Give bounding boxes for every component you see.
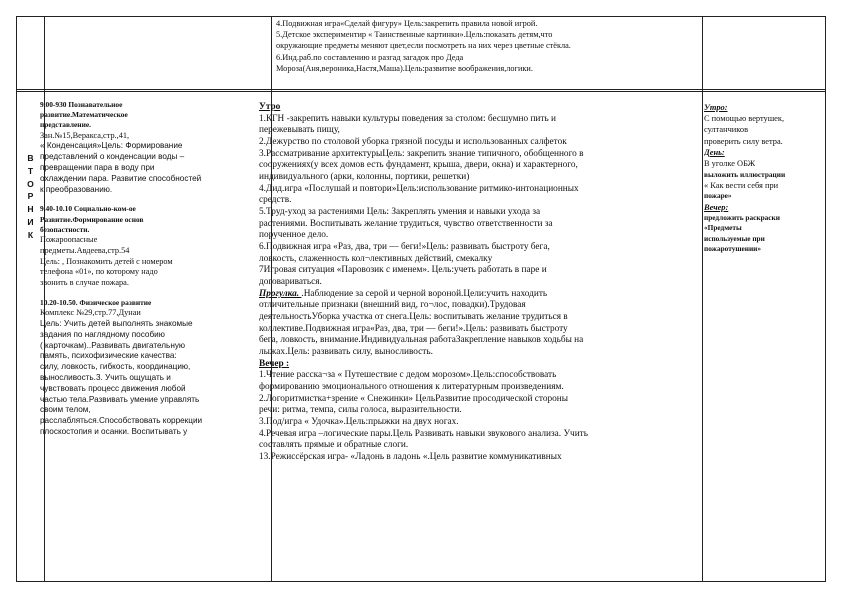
activity-line: телефона «01», по которому надо (40, 267, 158, 277)
day-letter: Р (27, 191, 34, 202)
top-row-line: 4.Подвижная игра«Сделай фигуру» Цель:закрепить правила новой игрой. (276, 19, 538, 28)
activity-line: звонить в случае пожара. (40, 278, 129, 288)
plan-line: порученное дело. (259, 230, 329, 241)
activities-cell (40, 100, 262, 438)
activity-line: чувствовать процесс движения любой (40, 383, 186, 393)
activity-line: ( карточкам)..Развивать двигательную (40, 340, 186, 350)
plan-line: составлять прямые и обратные слоги. (259, 440, 409, 451)
plan-line: 2.Дежурство по столовой уборка грязной посуды и использованных салфеток (259, 137, 567, 148)
plan-line: отличительные признаки (внешний вид, го¬лос, повадки).Трудовая (259, 300, 526, 311)
day-letter: И (27, 216, 34, 227)
table-bottom-border (17, 581, 825, 582)
note-line: « Как вести себя при (704, 181, 779, 191)
plan-line: договариваться. (259, 276, 322, 287)
spacer (40, 195, 262, 204)
plan-line: растениями. Воспитывать желание трудиться, чувство ответственности за (259, 218, 553, 229)
plan-line: деятельностьУборка участка от снега.Цель: воспитывать желание трудиться в (259, 311, 568, 322)
plan-line: 7Игровая ситуация «Паровозик с именем». Цель:учеть работать в паре и (259, 265, 547, 276)
day-letter: О (27, 178, 34, 189)
plan-line: 4.Речевая игра –логические пары.Цель Развивать навыки звукового анализа. Учить (259, 428, 588, 439)
plan-line: Утро (259, 102, 281, 112)
note-line: Утро: (704, 103, 728, 112)
activity-line: Комплекс №29,стр.77,Дунаи (40, 308, 141, 318)
activity-line: представление. (40, 120, 91, 130)
activity-line: Развитие.Формирование основ (40, 214, 144, 224)
note-line: султанчиков (704, 125, 749, 135)
activity-line: силу, ловкость, гибкость, координацию, (40, 362, 191, 372)
day-letter: Т (27, 165, 34, 176)
line-text: .Наблюдение за серой и черной вороной.Цели:учить находить (301, 288, 548, 299)
plan-line: 2.Логоритмистка+зрение « Снежинки» ЦельРазвитие просодической стороны (259, 393, 569, 404)
plan-line: Вечер : (259, 358, 290, 369)
day-letter: К (27, 229, 34, 240)
note-line: пожаротушении» (704, 244, 762, 254)
top-row-line: окружающие предметы меняют цвет,если посмотреть на них через цветные стёкла. (276, 41, 571, 51)
day-letter: Н (27, 204, 34, 215)
row-divider (17, 89, 825, 92)
activity-line: Цель: , Познакомить детей с номером (40, 256, 173, 266)
activity-line: частью тела.Развивать умение управлять (40, 394, 200, 404)
plan-line: индивидуального (арки, колонны, портики, решетки) (259, 172, 470, 183)
activity-line: Цель: Учить детей выполнять знакомые (40, 318, 193, 328)
plan-line: 3.Под/игра « Удочка».Цель:прыжки на двух ногах. (259, 417, 459, 427)
activity-line: 9.00-930 Познавательное (40, 100, 123, 109)
top-row-line: 6.Инд.раб.по составлению и разгад загадок про Деда (276, 52, 464, 62)
activity-line: выносливость.3. Учить ощущать и (40, 372, 171, 382)
note-line: В уголке ОБЖ (704, 159, 756, 169)
table-top-border (17, 16, 825, 17)
plan-line: 6.Подвижная игра «Раз, два, три — беги!»Цель: развивать быстроту бега, (259, 242, 550, 253)
activity-line: память, психофизические качества: (40, 351, 177, 361)
plan-line: средств. (259, 195, 292, 206)
section-label: Прогулка. (259, 288, 302, 299)
note-line: используемые при (704, 233, 765, 243)
plan-line: бега, ловкость, внимание.Индивидуальная работаЗакрепление навыков ходьбы на (259, 335, 584, 346)
note-line: С помощью вертушек, (704, 114, 785, 123)
note-line: пожаре» (704, 191, 732, 201)
activity-line: Зан.№15,Веракса,стр.,41, (40, 130, 130, 140)
col-divider-3 (702, 16, 703, 582)
plan-line: ловкость, слаженность кол¬лективных действий, смекалку (259, 253, 493, 264)
top-row-cell (276, 18, 700, 74)
activity-line: безопастности. (40, 224, 90, 234)
plan-line (259, 289, 697, 301)
note-line: «Предметы (704, 223, 742, 233)
activity-line: задания по наглядному пособию (40, 329, 165, 339)
activity-line: представлений о конденсации воды – (40, 152, 185, 162)
activity-line: « Конденсация»Цель: Формирование (40, 141, 183, 151)
plan-line: 4.Дид.игра «Послушай и повтори»Цель:использование ритмико-интонационных (259, 183, 579, 194)
plan-line: пережевывать пищу, (259, 125, 340, 136)
plan-line: 1.КГН -закрепить навыки культуры поведения за столом: бесшумно пить и (259, 113, 557, 124)
activity-line: развитие.Математическое (40, 110, 128, 120)
day-letter: В (27, 153, 34, 163)
activity-line: 9.40-10.10 Социально-ком-ое (40, 204, 136, 214)
note-line: День: (704, 148, 725, 158)
plan-line: сооружениях(у всех домов есть фундамент, крыша, двери, окна) и характерного, (259, 160, 578, 171)
plan-line: речи: ритма, темпа, силы голоса, выразительности. (259, 405, 462, 416)
plan-line: коллективе.Подвижная игра«Раз, два, три — беги!».Цель: развивать быстроту (259, 323, 568, 334)
activity-line: 10.20-10.50. Физическое развитие (40, 297, 152, 307)
note-line: проверить силу ветра. (704, 136, 783, 146)
note-line: предложить раскраски (704, 212, 780, 222)
plan-line: лыжах.Цель: развивать силу, выносливость. (259, 346, 433, 357)
plan-line: 3.Рассматривание архитектурыЦель: закрепить знание типичного, обобщенного в (259, 148, 584, 159)
note-line: Вечер: (704, 202, 729, 212)
plan-line: 5.Труд-уход за растениями Цель: Закреплять умения и навыки ухода за (259, 207, 541, 218)
top-row-line: 5.Детское экспериментир « Таинственные картинки».Цель:показать детям,что (276, 30, 553, 40)
activity-line: предметы.Авдеева,стр.54 (40, 245, 130, 255)
note-line: выложить иллюстрации (704, 169, 786, 179)
activity-line: Пожароопасные (40, 235, 98, 244)
activity-line: к преобразованию. (40, 184, 113, 194)
top-row-line: Мороза(Аня,вероника,Настя,Маша).Цель:развитие воображения,логики. (276, 63, 533, 73)
activity-line: превращении пара в воду при (40, 163, 155, 172)
spacer (40, 289, 262, 298)
activity-line: своим телом, (40, 405, 91, 415)
plan-line: 13.Режиссёрская игра- «Ладонь в ладонь «.Цель развитие коммуникативных (259, 451, 562, 462)
plan-line: 1.Чтение расска¬за « Путешествие с дедом морозом».Цель:способствовать (259, 370, 557, 381)
notes-cell (704, 102, 808, 254)
activity-line: плоскостопия и осанки. Воспитывать у (40, 426, 188, 436)
plan-line: формированию эмоционального отношения к литературным произведениям. (259, 382, 564, 393)
activity-line: расслабляться.Способствовать коррекции (40, 416, 203, 426)
daily-plan-cell (259, 102, 697, 464)
activity-line: охлаждении пара. Развитие способностей (40, 173, 202, 183)
